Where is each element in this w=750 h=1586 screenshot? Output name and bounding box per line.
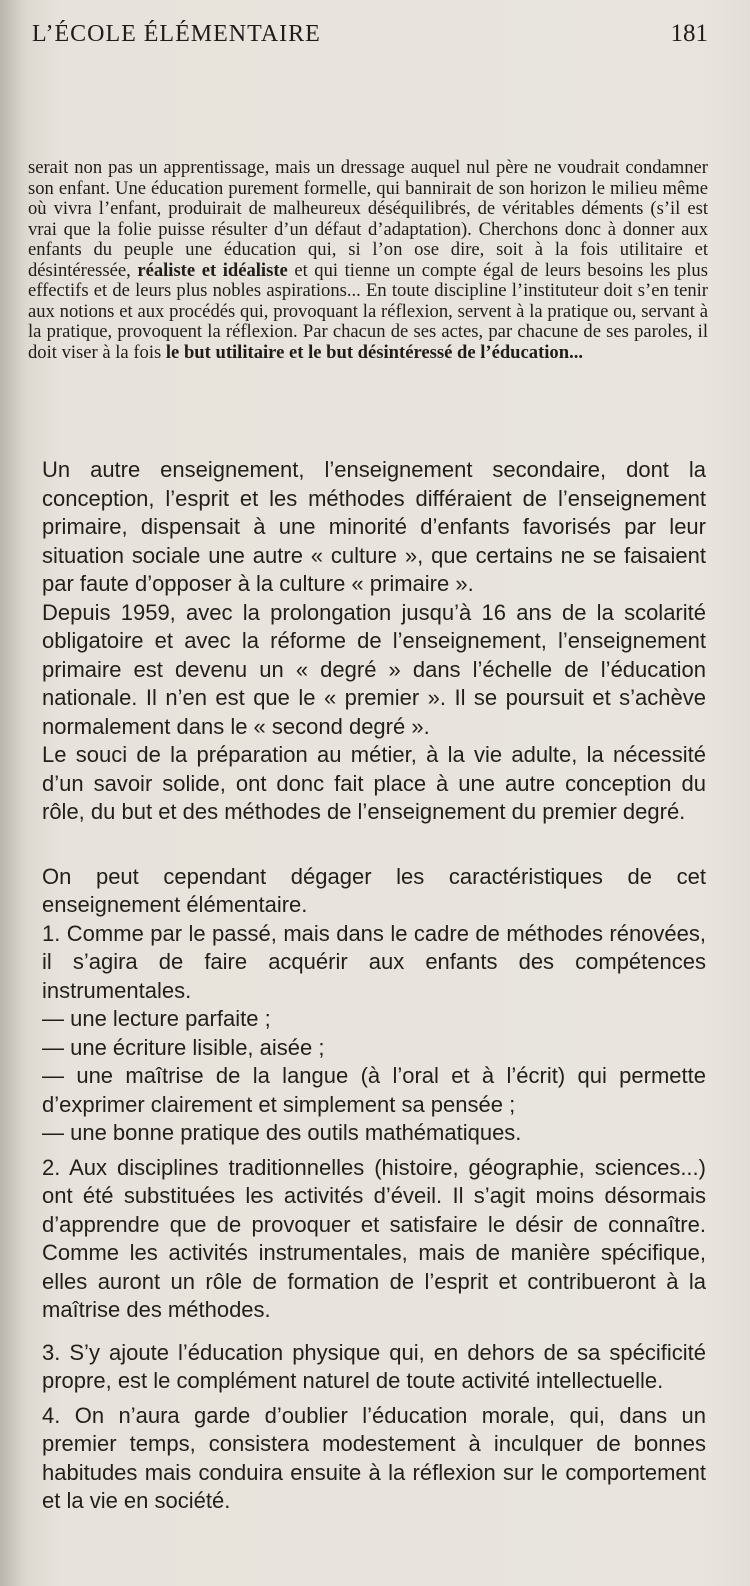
- spacer: [42, 827, 706, 863]
- paragraph-reform-1959: Depuis 1959, avec la prolongation jusqu’à 16 ans de la scolarité obligatoire et avec la réforme de l’enseignement, l’enseignement primaire est devenu un « degré » dans l’échelle de l’éducation nationale. Il n’en est que le « premier ». Il se poursuit et s’achève normalement dans le « second degré ».: [42, 599, 706, 739]
- list-item-1: 1. Comme par le passé, mais dans le cadre de méthodes rénovées, il s’agira de faire acquérir aux enfants des compétences instrumentales.: [42, 920, 706, 1003]
- dash-item-writing: — une écriture lisible, aisée ;: [42, 1034, 325, 1060]
- quote-bold-1: réaliste et idéaliste: [137, 259, 288, 281]
- quote-bold-2: le but utilitaire et le but désintéressé de l’éducation...: [165, 341, 584, 363]
- paragraph-new-conception: Le souci de la préparation au métier, à la vie adulte, la nécessité d’un savoir solide, ont donc fait place à une autre conception du rôle, du but et des méthodes de l’enseignement du premier degré.: [42, 742, 706, 824]
- list-item-4: 4. On n’aura garde d’oublier l’éducation morale, qui, dans un premier temps, consistera modestement à inculquer de bonnes habitudes mais conduira ensuite à la réflexion sur le comportement et la vie en société.: [42, 1402, 706, 1513]
- page-number: 181: [670, 20, 708, 47]
- paragraph-secondary-education: Un autre enseignement, l’enseignement secondaire, dont la conception, l’esprit et les méthodes différaient de l’enseignement primaire, dispensait à une minorité d’enfants favorisés par leur situation sociale une autre « culture », que certains ne se faisaient par faute d’opposer à la culture « primaire ».: [42, 457, 706, 596]
- paragraph-characteristics: On peut cependant dégager les caractéristiques de cet enseignement élémentaire.: [42, 863, 706, 917]
- spacer: [42, 1325, 706, 1339]
- list-item-2: 2. Aux disciplines traditionnelles (histoire, géographie, sciences...) ont été substituées les activités d’éveil. Il s’agit moins désormais d’apprendre que de provoquer et satisfaire le désir de connaître. Comme les activités instrumentales, mais de manière spécifique, elles auront un rôle de formation de l’esprit et contribueront à la maîtrise des méthodes.: [42, 1154, 706, 1322]
- dash-item-math: — une bonne pratique des outils mathématiques.: [42, 1120, 522, 1145]
- list-item-3: 3. S’y ajoute l’éducation physique qui, en dehors de sa spécificité propre, est le complément naturel de toute activité intellectuelle.: [42, 1339, 706, 1393]
- quote-text-2: et qui tienne un compte égal de leurs besoins les plus effectifs et de leurs plus nobles aspirations... En toute discipline l’instituteur doit s’en tenir aux notions et aux procédés qui, provoquant la réflexion, servent à la pratique ou, servant à la pratique, provoquent la réflexion. Par chacun de ses actes, par chacune de ses paroles, il doit viser à la fois: [28, 259, 708, 363]
- page-header: [32, 20, 708, 60]
- quoted-excerpt: [28, 158, 708, 363]
- dash-item-reading: — une lecture parfaite ;: [42, 1006, 271, 1031]
- quote-text-1: serait non pas un apprentissage, mais un dressage auquel nul père ne voudrait condamner son enfant. Une éducation purement formelle, qui bannirait de son horizon le milieu même où vivra l’enfant, produirait de malheureux déséquilibrés, de véritables déments (s’il est vrai que la folie puisse résulter d’un défaut d’adaptation). Cherchons donc à donner aux enfants du peuple une éducation qui, si l’on ose dire, soit à la fois utilitaire et désintéressée,: [28, 157, 708, 281]
- main-text: [42, 456, 706, 1516]
- running-head: L’ÉCOLE ÉLÉMENTAIRE: [32, 21, 321, 47]
- dash-item-language: — une maîtrise de la langue (à l’oral et à l’écrit) qui permette d’exprimer clairement et simplement sa pensée ;: [42, 1063, 706, 1117]
